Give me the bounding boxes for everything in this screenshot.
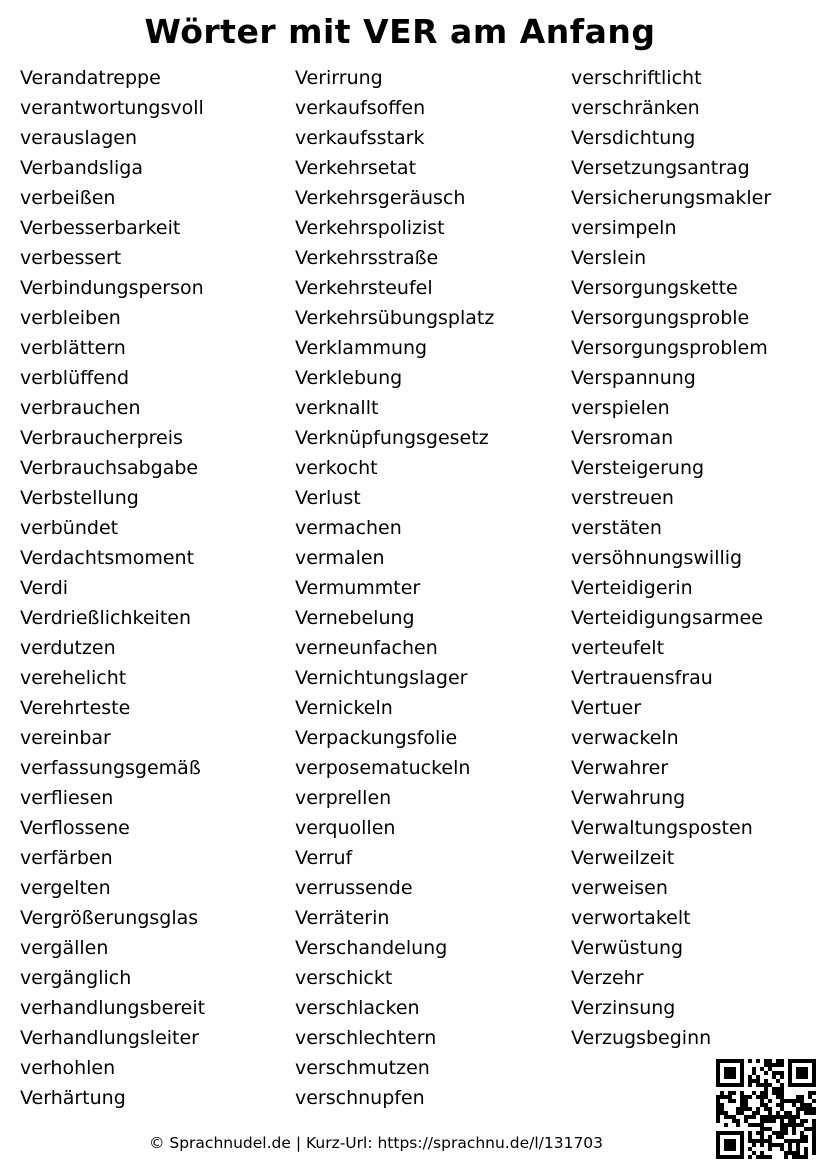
word-item: verhandlungsbereit <box>20 997 206 1019</box>
word-item: verquollen <box>295 817 396 839</box>
word-item: verschriftlicht <box>571 67 702 89</box>
word-column-2 <box>295 63 494 1113</box>
word-item: Verbstellung <box>20 487 139 509</box>
word-item: Verdrießlichkeiten <box>20 607 192 629</box>
word-item: vergelten <box>20 877 111 899</box>
word-item: verwackeln <box>571 727 679 749</box>
qr-code-icon <box>716 1059 816 1159</box>
word-item: Verdachtsmoment <box>20 547 195 569</box>
word-item: Verflossene <box>20 817 130 839</box>
word-item: verbleiben <box>20 307 121 329</box>
word-item: Verwaltungsposten <box>571 817 753 839</box>
word-item: verstäten <box>571 517 662 539</box>
word-item: verehelicht <box>20 667 127 689</box>
word-item: Verklebung <box>295 367 403 389</box>
word-item: Verknüpfungsgesetz <box>295 427 489 449</box>
word-item: Versdichtung <box>571 127 696 149</box>
word-item: vereinbar <box>20 727 111 749</box>
word-item: Verbesserbarkeit <box>20 217 181 239</box>
word-item: verkaufsstark <box>295 127 425 149</box>
word-item: Vernebelung <box>295 607 415 629</box>
page-title: Wörter mit VER am Anfang <box>144 12 656 51</box>
word-item: verantwortungsvoll <box>20 97 204 119</box>
word-item: Verklammung <box>295 337 428 359</box>
word-item: vermachen <box>295 517 402 539</box>
word-item: Verehrteste <box>20 697 131 719</box>
word-item: verspielen <box>571 397 670 419</box>
word-item: Verbrauchsabgabe <box>20 457 199 479</box>
word-item: Verzugsbeginn <box>571 1027 712 1049</box>
word-item: Verspannung <box>571 367 696 389</box>
word-item: Verräterin <box>295 907 390 929</box>
word-item: verkocht <box>295 457 378 479</box>
word-item: verkaufsoffen <box>295 97 426 119</box>
word-item: Verandatreppe <box>20 67 161 89</box>
word-item: Verkehrsübungsplatz <box>295 307 495 329</box>
word-item: verneunfachen <box>295 637 438 659</box>
word-item: verknallt <box>295 397 379 419</box>
word-item: verschlacken <box>295 997 420 1019</box>
footer-credit: © Sprachnudel.de | Kurz-Url: https://sprachnu.de/l/131703 <box>148 1134 604 1152</box>
word-item: verdutzen <box>20 637 116 659</box>
word-item: verbrauchen <box>20 397 141 419</box>
word-item: Verhandlungsleiter <box>20 1027 199 1049</box>
word-item: vergänglich <box>20 967 132 989</box>
word-item: verstreuen <box>571 487 674 509</box>
word-item: verschränken <box>571 97 700 119</box>
word-item: verprellen <box>295 787 392 809</box>
word-item: Verbindungsperson <box>20 277 204 299</box>
word-item: verweisen <box>571 877 668 899</box>
word-item: Versorgungsproblem <box>571 337 768 359</box>
word-item: verwortakelt <box>571 907 691 929</box>
word-item: Verzehr <box>571 967 644 989</box>
word-item: verfassungsgemäß <box>20 757 201 779</box>
word-item: Verkehrsgeräusch <box>295 187 466 209</box>
word-item: Versorgungsproble <box>571 307 750 329</box>
word-item: versimpeln <box>571 217 677 239</box>
word-item: Verslein <box>571 247 647 269</box>
word-item: verhohlen <box>20 1057 116 1079</box>
word-item: Verzinsung <box>571 997 676 1019</box>
word-item: verbeißen <box>20 187 116 209</box>
word-item: verrussende <box>295 877 413 899</box>
word-item: verbessert <box>20 247 122 269</box>
word-item: verschickt <box>295 967 393 989</box>
word-item: verblüffend <box>20 367 130 389</box>
word-item: Verpackungsfolie <box>295 727 458 749</box>
word-item: verposematuckeln <box>295 757 471 779</box>
word-item: Verkehrsteufel <box>295 277 433 299</box>
word-item: Verdi <box>20 577 69 599</box>
word-item: Verwüstung <box>571 937 684 959</box>
word-item: Vergrößerungsglas <box>20 907 199 929</box>
word-item: Vertrauensfrau <box>571 667 713 689</box>
word-column-1 <box>20 63 205 1113</box>
word-item: Verhärtung <box>20 1087 126 1109</box>
word-item: Verteidigerin <box>571 577 693 599</box>
word-item: verbündet <box>20 517 119 539</box>
word-item: Verschandelung <box>295 937 448 959</box>
word-item: Vertuer <box>571 697 642 719</box>
word-item: Verirrung <box>295 67 383 89</box>
word-column-3 <box>571 63 771 1053</box>
word-item: Versteigerung <box>571 457 705 479</box>
word-item: Verkehrspolizist <box>295 217 445 239</box>
word-item: Versorgungskette <box>571 277 738 299</box>
word-item: Verwahrer <box>571 757 669 779</box>
word-item: Verwahrung <box>571 787 686 809</box>
word-item: Vermummter <box>295 577 421 599</box>
word-item: verschlechtern <box>295 1027 437 1049</box>
word-item: Vernichtungslager <box>295 667 468 689</box>
word-item: Vernickeln <box>295 697 393 719</box>
word-item: Verkehrsetat <box>295 157 417 179</box>
word-item: verfliesen <box>20 787 114 809</box>
word-item: Verbraucherpreis <box>20 427 183 449</box>
word-item: Verteidigungsarmee <box>571 607 763 629</box>
word-item: Versroman <box>571 427 674 449</box>
word-item: Verlust <box>295 487 361 509</box>
word-item: Versetzungsantrag <box>571 157 750 179</box>
word-item: verschmutzen <box>295 1057 430 1079</box>
word-item: verfärben <box>20 847 113 869</box>
word-item: vergällen <box>20 937 109 959</box>
word-item: Verweilzeit <box>571 847 675 869</box>
word-item: verteufelt <box>571 637 665 659</box>
word-item: versöhnungswillig <box>571 547 743 569</box>
word-item: Versicherungsmakler <box>571 187 772 209</box>
word-item: Verbandsliga <box>20 157 143 179</box>
word-item: verblättern <box>20 337 126 359</box>
word-item: Verkehrsstraße <box>295 247 439 269</box>
word-item: verschnupfen <box>295 1087 425 1109</box>
word-item: verauslagen <box>20 127 138 149</box>
word-item: vermalen <box>295 547 385 569</box>
word-item: Verruf <box>295 847 353 869</box>
